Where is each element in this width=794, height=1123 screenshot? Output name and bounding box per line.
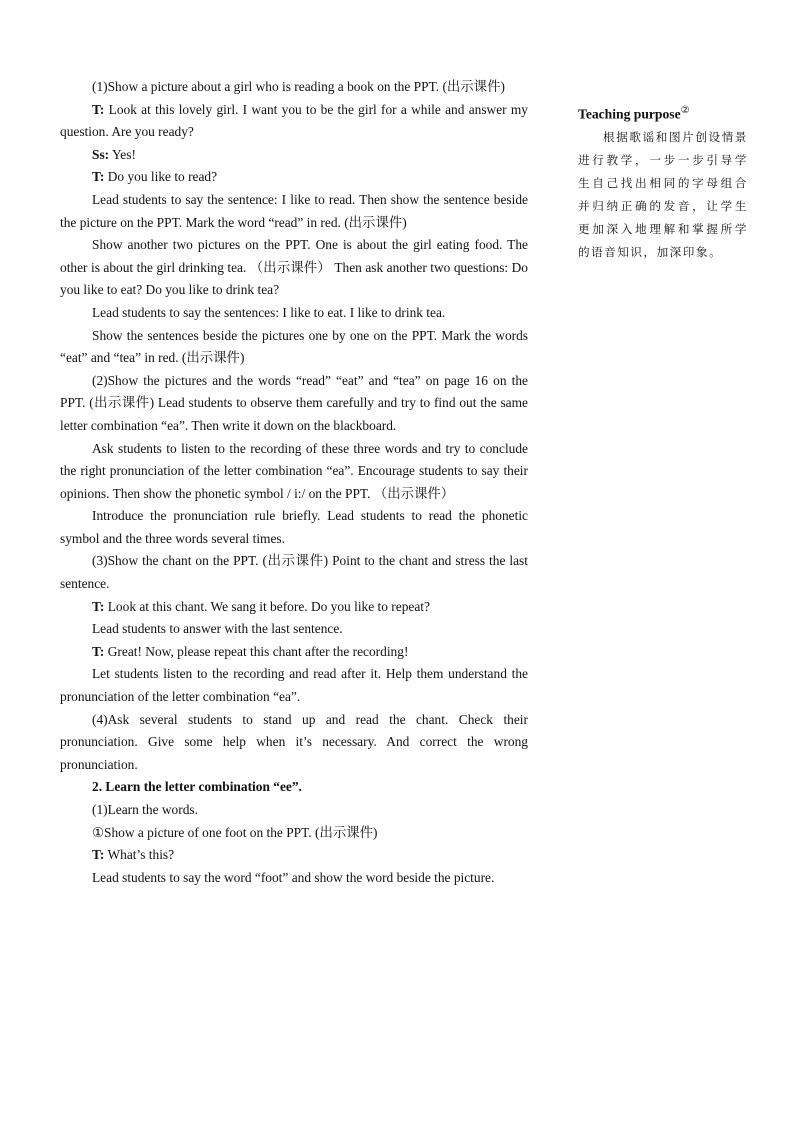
- step-1-paragraph: (1)Show a picture about a girl who is reading a book on the PPT. (出示课件): [92, 79, 505, 94]
- note-marker: ②: [680, 105, 690, 116]
- instruction-paragraph: Show another two pictures on the PPT. One is about the girl eating food. The other is about the girl drinking tea. （出示课件） Then ask another two questions: Do you like to eat? Do you like to drink tea?: [60, 237, 528, 298]
- dialogue-text: Look at this chant. We sang it before. Do you like to repeat?: [104, 598, 430, 614]
- speaker-label: Ss:: [92, 146, 110, 162]
- instruction-paragraph: Show the sentences beside the pictures one by one on the PPT. Mark the words “eat” and “tea” in red. (出示课件): [60, 327, 528, 366]
- dialogue-line: [60, 844, 528, 867]
- teaching-purpose-note: [578, 100, 748, 264]
- substep-heading: (1)Learn the words.: [92, 802, 198, 817]
- instruction-paragraph: Lead students to say the sentence: I like to read. Then show the sentence beside the picture on the PPT. Mark the word “read” in red. (出示课件): [60, 191, 528, 230]
- step-3-paragraph: (3)Show the chant on the PPT. (出示课件) Point to the chant and stress the last sentence.: [60, 553, 528, 592]
- speaker-label: T:: [92, 847, 105, 863]
- instruction-paragraph: Lead students to answer with the last sentence.: [92, 621, 343, 637]
- dialogue-text: Look at this lovely girl. I want you to be the girl for a while and answer my question. Are you ready?: [60, 101, 528, 140]
- speaker-label: T:: [92, 101, 105, 117]
- dialogue-text: Yes!: [109, 146, 136, 162]
- dialogue-line: [60, 166, 528, 189]
- dialogue-text: Do you like to read?: [104, 169, 218, 185]
- speaker-label: T:: [92, 598, 105, 614]
- lesson-procedure: [60, 76, 528, 889]
- dialogue-text: Great! Now, please repeat this chant after the recording!: [104, 643, 409, 659]
- speaker-label: T:: [92, 169, 105, 185]
- dialogue-text: What’s this?: [104, 847, 175, 863]
- instruction-paragraph: Lead students to say the sentences: I like to eat. I like to drink tea.: [92, 304, 446, 320]
- dialogue-line: [60, 144, 528, 167]
- instruction-paragraph: Lead students to say the word “foot” and show the word beside the picture.: [92, 869, 495, 885]
- step-4-paragraph: (4)Ask several students to stand up and read the chant. Check their pronunciation. Give some help when it’s necessary. And correct the wrong pronunciation.: [60, 711, 528, 772]
- speaker-label: T:: [92, 643, 105, 659]
- dialogue-line: [60, 596, 528, 619]
- instruction-paragraph: Let students listen to the recording and read after it. Help them understand the pronunciation of the letter combination “ea”.: [60, 666, 528, 705]
- instruction-paragraph: ①Show a picture of one foot on the PPT. (出示课件): [92, 824, 378, 840]
- instruction-paragraph: Ask students to listen to the recording of these three words and try to conclude the right pronunciation of the letter combination “ea”. Encourage students to say their opinions. Then show the phonetic symbol / i:/ on the PPT. （出示课件）: [60, 440, 528, 501]
- section-heading: 2. Learn the letter combination “ee”.: [92, 779, 302, 795]
- step-2-paragraph: (2)Show the pictures and the words “read” “eat” and “tea” on page 16 on the PPT. (出示课件) Lead students to observe them carefully and try to find out the same letter combination “ea”. Then write it down on the blackboard.: [60, 372, 528, 433]
- dialogue-line: [60, 99, 528, 144]
- dialogue-line: [60, 641, 528, 664]
- note-title: Teaching purpose②: [578, 105, 690, 122]
- instruction-paragraph: Introduce the pronunciation rule briefly. Lead students to read the phonetic symbol and the three words several times.: [60, 508, 528, 546]
- note-body: 根据歌谣和图片创设情景进行教学，一步一步引导学生自己找出相同的字母组合并归纳正确的发音，让学生更加深入地理解和掌握所学的语音知识，加深印象。: [578, 129, 748, 259]
